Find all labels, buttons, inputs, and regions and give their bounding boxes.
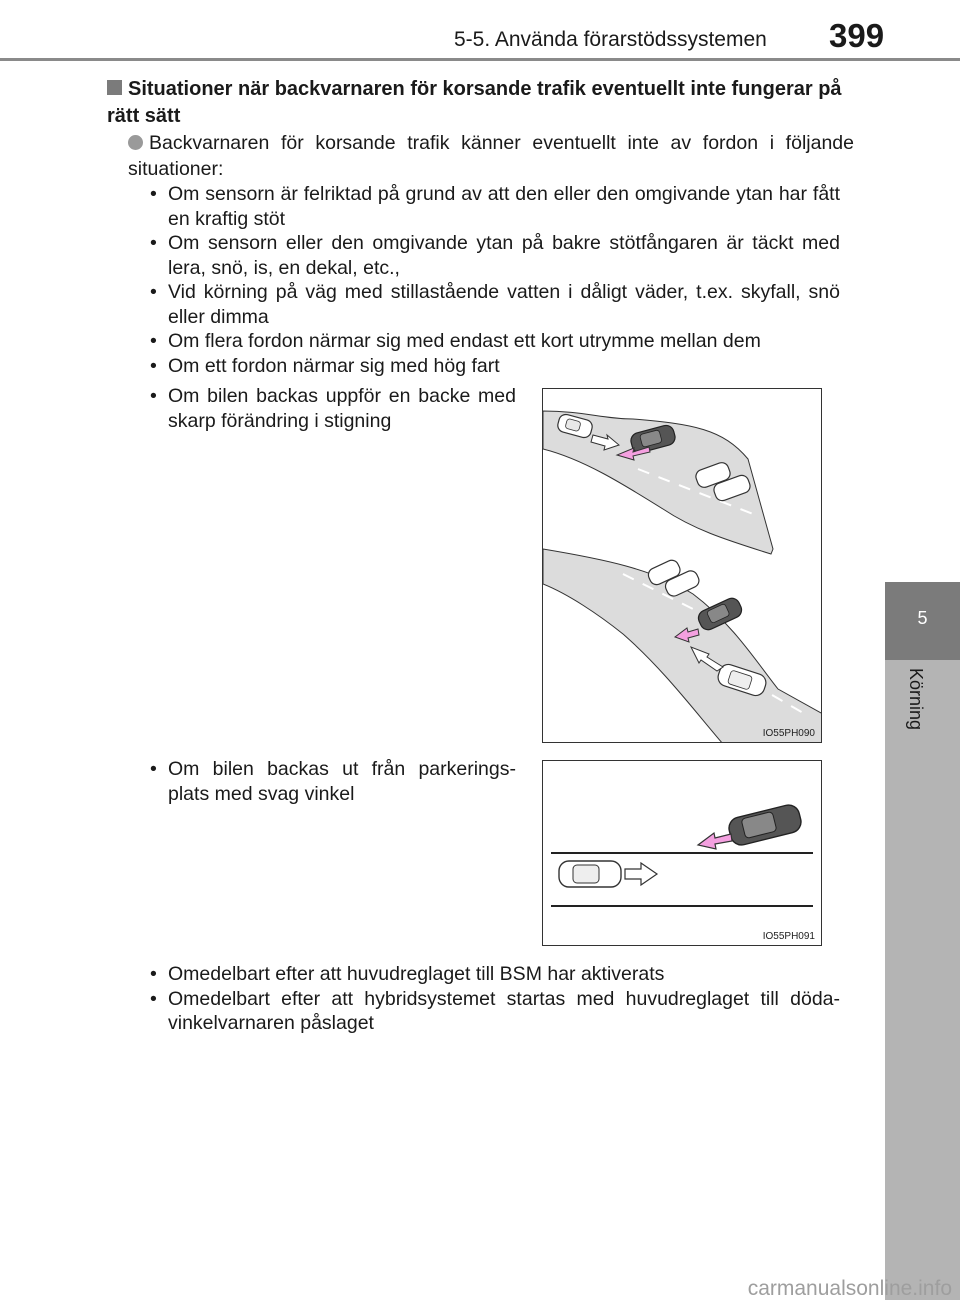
page-number: 399 xyxy=(829,17,885,54)
situation-list-parking xyxy=(148,757,516,806)
circle-bullet-icon xyxy=(128,135,143,150)
list-item: • Om bilen backas ut från parkerings-plats med svag vinkel xyxy=(148,757,516,806)
list-item: • Omedelbart efter att huvudreglaget till BSM har aktiverats xyxy=(148,962,840,987)
chapter-number: 5 xyxy=(917,608,928,628)
list-item: • Om ett fordon närmar sig med hög fart xyxy=(148,354,840,379)
section-heading-text: Situationer när backvarnaren för korsande trafik eventuellt inte fungerar på rätt sätt xyxy=(107,78,842,127)
chapter-label: Körning xyxy=(906,668,926,731)
watermark: carmanualsonline.info xyxy=(747,1277,952,1300)
slope-illustration xyxy=(542,388,822,743)
situation-list-slope xyxy=(148,384,516,433)
intro-paragraph xyxy=(128,130,854,182)
figure-code: IO55PH091 xyxy=(762,931,815,942)
header-divider xyxy=(0,58,960,61)
situation-list xyxy=(148,182,840,378)
section-heading xyxy=(107,76,857,130)
car-icon xyxy=(727,803,804,848)
arrow-icon xyxy=(698,833,732,849)
intro-text: Backvarnaren för korsande trafik känner eventuellt inte av fordon i följande situationer: xyxy=(128,132,854,180)
chapter-tab-bar xyxy=(885,660,960,1300)
parking-diagram xyxy=(543,761,822,946)
list-item: • Om bilen backas uppför en backe med skarp förändring i stigning xyxy=(148,384,516,433)
list-item: • Om flera fordon närmar sig med endast ett kort utrymme mellan dem xyxy=(148,329,840,354)
square-bullet-icon xyxy=(107,80,122,95)
list-item: • Om sensorn eller den omgivande ytan på bakre stötfångaren är täckt med lera, snö, is, en dekal, etc., xyxy=(148,231,840,280)
figure-code: IO55PH090 xyxy=(762,728,815,739)
list-item: • Vid körning på väg med stillastående vatten i dåligt väder, t.ex. skyfall, snö eller dimma xyxy=(148,280,840,329)
situation-list-activation xyxy=(148,962,840,1036)
arrow-icon xyxy=(625,863,657,885)
section-title: 5-5. Använda förarstödssystemen xyxy=(454,28,767,51)
list-item: • Om sensorn är felriktad på grund av att den eller den omgivande ytan har fått en kraftig stöt xyxy=(148,182,840,231)
list-item: • Omedelbart efter att hybridsystemet startas med huvudreglaget till döda-vinkelvarnaren påslaget xyxy=(148,987,840,1036)
slope-diagram xyxy=(543,389,822,743)
car-icon xyxy=(559,861,621,887)
parking-illustration xyxy=(542,760,822,946)
chapter-tab xyxy=(885,582,960,660)
